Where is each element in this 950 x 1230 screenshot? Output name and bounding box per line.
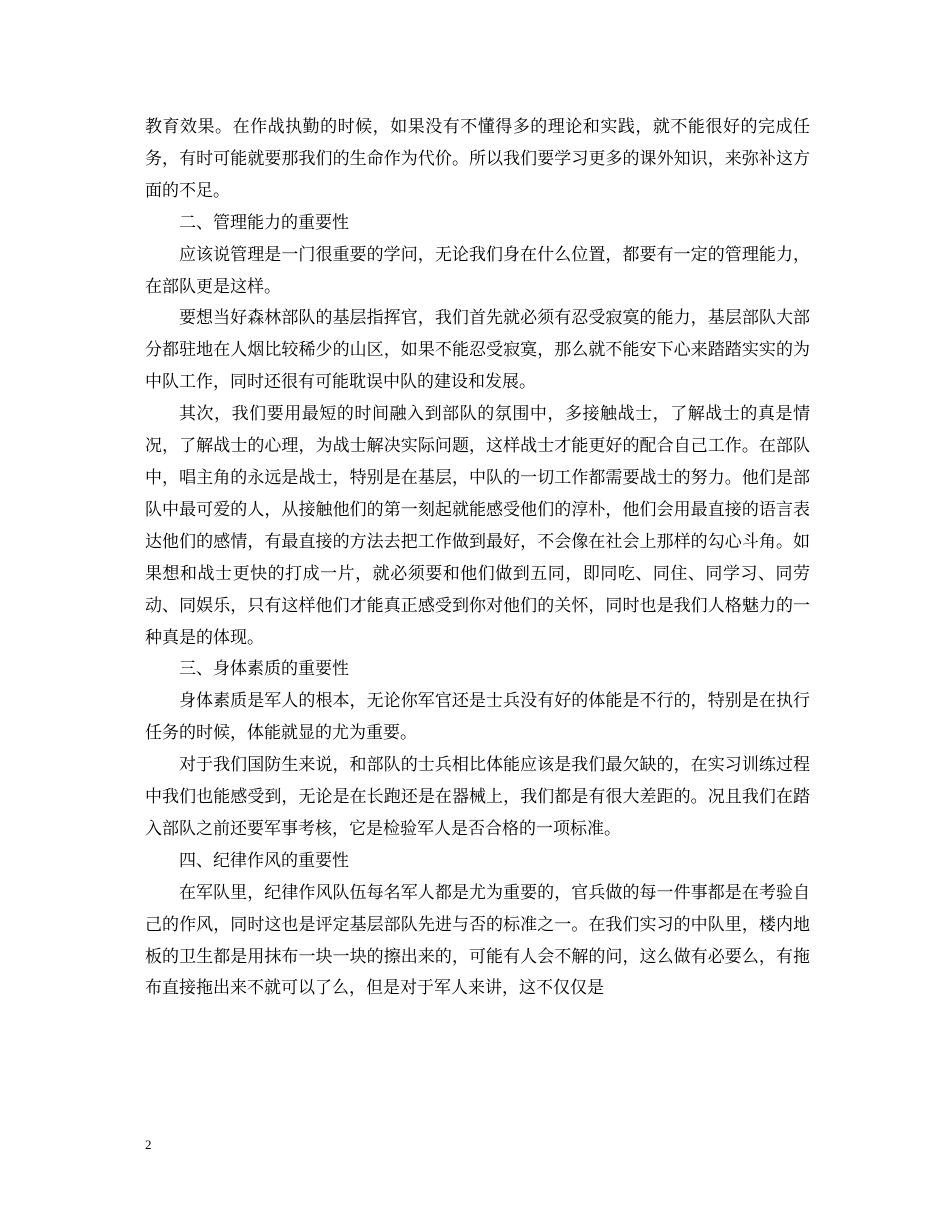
section-heading-management: 二、管理能力的重要性 xyxy=(179,212,349,233)
paragraph-6: 身体素质是军人的根本，无论你军官还是士兵没有好的体能是不行的，特别是在执行任务的时候，体能就显的尤为重要。 xyxy=(145,691,810,744)
paragraph-7: 对于我们国防生来说，和部队的士兵相比体能应该是我们最欠缺的，在实习训练过程中我们也能感受到，无论是在长跑还是在器械上，我们都是有很大差距的。况且我们在踏入部队之前还要军事考核，它是检验军人是否合格的一项标准。 xyxy=(145,755,810,839)
paragraph-4: 其次，我们要用最短的时间融入到部队的氛围中，多接触战士，了解战士的真是情况，了解战士的心理，为战士解决实际问题，这样战士才能更好的配合自己工作。在部队中，唱主角的永远是战士，特别是在基层，中队的一切工作都需要战士的努力。他们是部队中最可爱的人，从接触他们的第一刻起就能感受他们的淳朴，他们会用最直接的语言表达他们的感情，有最直接的方法去把工作做到最好，不会像在社会上那样的勾心斗角。如果想和战士更快的打成一片，就必须要和他们做到五同，即同吃、同住、同学习、同劳动、同娱乐，只有这样他们才能真正感受到你对他们的关怀，同时也是我们人格魅力的一种真是的体现。 xyxy=(145,404,810,648)
paragraph-9: 在军队里，纪律作风队伍每名军人都是尤为重要的，官兵做的每一件事都是在考验自己的作风，同时这也是评定基层部队先进与否的标准之一。在我们实习的中队里，楼内地板的卫生都是用抹布一块一块的擦出来的，可能有人会不解的问，这么做有必要么，有拖布直接拖出来不就可以了么，但是对于军人来讲，这不仅仅是 xyxy=(145,882,810,999)
paragraph-3: 要想当好森林部队的基层指挥官，我们首先就必须有忍受寂寞的能力，基层部队大部分都驻地在人烟比较稀少的山区，如果不能忍受寂寞，那么就不能安下心来踏踏实实的为中队工作，同时还很有可能耽误中队的建设和发展。 xyxy=(145,308,810,393)
paragraph-0: 教育效果。在作战执勤的时候，如果没有不懂得多的理论和实践，就不能很好的完成任务，有时可能就要那我们的生命作为代价。所以我们要学习更多的课外知识，来弥补这方面的不足。 xyxy=(145,117,810,201)
paragraph-2: 应该说管理是一门很重要的学问，无论我们身在什么位置，都要有一定的管理能力，在部队更是这样。 xyxy=(145,244,810,297)
section-heading-physical: 三、身体素质的重要性 xyxy=(179,659,349,680)
section-heading-discipline: 四、纪律作风的重要性 xyxy=(179,850,349,871)
page-number: 2 xyxy=(145,1137,152,1152)
document-body xyxy=(145,112,810,1005)
